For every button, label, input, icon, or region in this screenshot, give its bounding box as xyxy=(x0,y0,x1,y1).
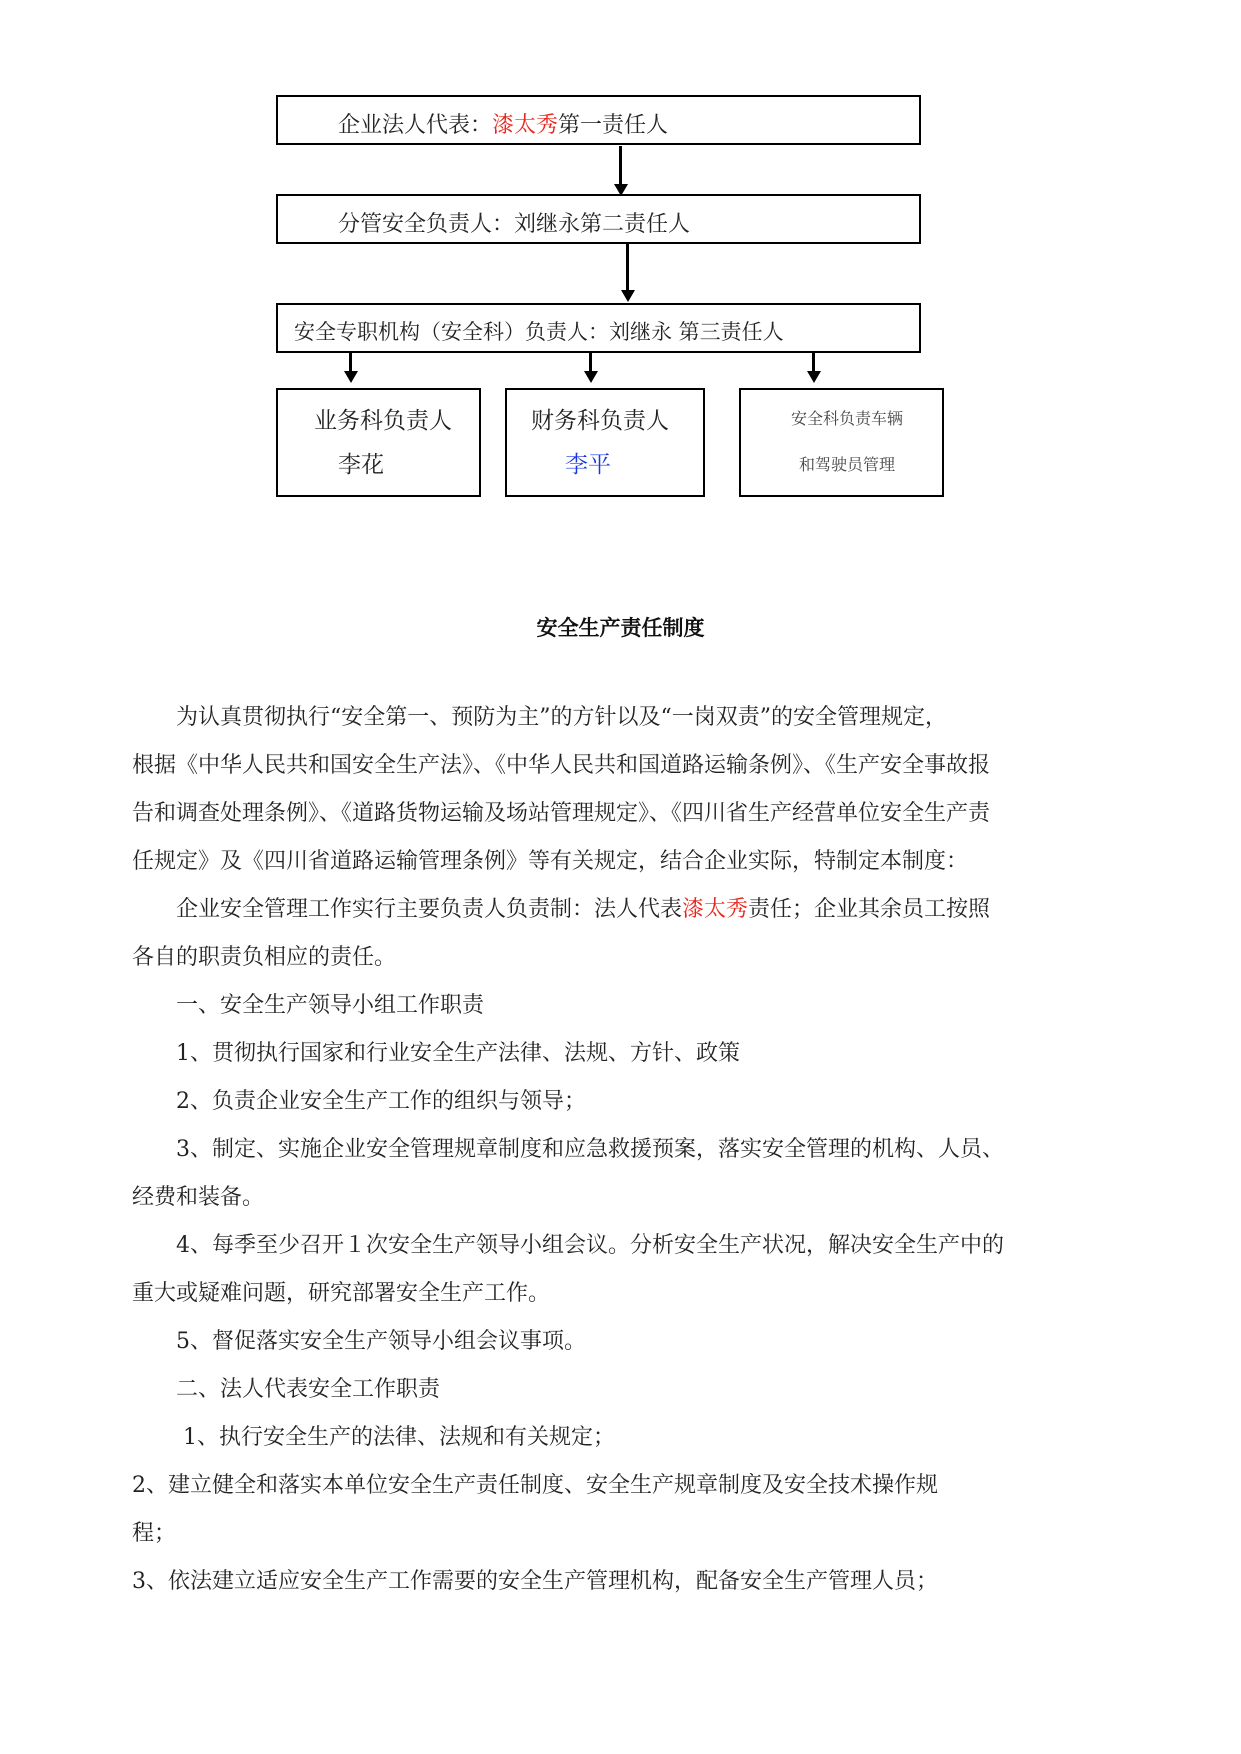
legal-representative-name: 漆太秀 xyxy=(682,897,749,922)
org-box-safety-manager xyxy=(276,194,921,244)
legal-representative-name: 漆太秀 xyxy=(492,113,559,138)
business-dept-title: 业务科负责人 xyxy=(314,408,452,434)
body-line: 一、安全生产领导小组工作职责 xyxy=(132,993,485,1018)
body-line: 5、督促落实安全生产领导小组会议事项。 xyxy=(132,1329,586,1354)
body-line: 告和调查处理条例》、《道路货物运输及场站管理规定》、《四川省生产经营单位安全生产责 xyxy=(132,801,991,826)
safety-vehicle-line2: 和驾驶员管理 xyxy=(799,455,896,474)
body-line: 1、执行安全生产的法律、法规和有关规定； xyxy=(132,1425,615,1450)
body-line: 1、贯彻执行国家和行业安全生产法律、法规、方针、政策 xyxy=(132,1041,740,1066)
org-box-safety-vehicle xyxy=(739,388,944,497)
arrow-down-icon xyxy=(589,353,592,373)
body-line xyxy=(132,892,990,923)
org-box-finance-dept xyxy=(505,388,705,497)
text-suffix: 责任；企业其余员工按照 xyxy=(748,897,991,922)
body-line: 二、法人代表安全工作职责 xyxy=(132,1377,441,1402)
safety-department-label: 安全专职机构（安全科）负责人：刘继永 第三责任人 xyxy=(294,320,784,344)
body-line: 程； xyxy=(132,1521,177,1546)
body-line: 3、依法建立适应安全生产工作需要的安全生产管理机构，配备安全生产管理人员； xyxy=(132,1569,938,1594)
arrow-down-icon xyxy=(349,353,352,373)
safety-vehicle-line1: 安全科负责车辆 xyxy=(791,409,904,428)
text-prefix: 企业安全管理工作实行主要负责人负责制：法人代表 xyxy=(132,897,683,922)
org-box-legal-representative xyxy=(276,95,921,145)
arrow-down-icon xyxy=(626,244,629,292)
label-suffix: 第一责任人 xyxy=(558,113,669,138)
finance-dept-name: 李平 xyxy=(565,452,611,478)
business-dept-name: 李花 xyxy=(338,452,384,478)
body-line: 2、负责企业安全生产工作的组织与领导； xyxy=(132,1089,586,1114)
finance-dept-title: 财务科负责人 xyxy=(531,408,669,434)
body-line: 2、建立健全和落实本单位安全生产责任制度、安全生产规章制度及安全技术操作规 xyxy=(132,1473,938,1498)
label-prefix: 企业法人代表： xyxy=(338,113,493,138)
body-line: 各自的职责负相应的责任。 xyxy=(132,945,397,970)
org-box-safety-department xyxy=(276,303,921,353)
body-line: 根据《中华人民共和国安全生产法》、《中华人民共和国道路运输条例》、《生产安全事故报 xyxy=(132,753,991,778)
body-line: 任规定》及《四川省道路运输管理条例》等有关规定，结合企业实际，特制定本制度： xyxy=(132,849,969,874)
arrow-down-icon xyxy=(619,146,622,186)
body-line: 经费和装备。 xyxy=(132,1185,265,1210)
legal-representative-label xyxy=(338,108,668,139)
document-title: 安全生产责任制度 xyxy=(536,616,705,640)
body-line: 3、制定、实施企业安全管理规章制度和应急救援预案，落实安全管理的机构、人员、 xyxy=(132,1137,1004,1162)
body-line: 重大或疑难问题，研究部署安全生产工作。 xyxy=(132,1281,551,1306)
arrow-down-icon xyxy=(812,353,815,373)
org-box-business-dept xyxy=(276,388,481,497)
safety-manager-label: 分管安全负责人：刘继永第二责任人 xyxy=(338,212,691,237)
body-line: 4、每季至少召开１次安全生产领导小组会议。分析安全生产状况，解决安全生产中的 xyxy=(132,1233,1004,1258)
body-line: 为认真贯彻执行“安全第一、预防为主”的方针以及“一岗双责”的安全管理规定， xyxy=(132,705,947,730)
